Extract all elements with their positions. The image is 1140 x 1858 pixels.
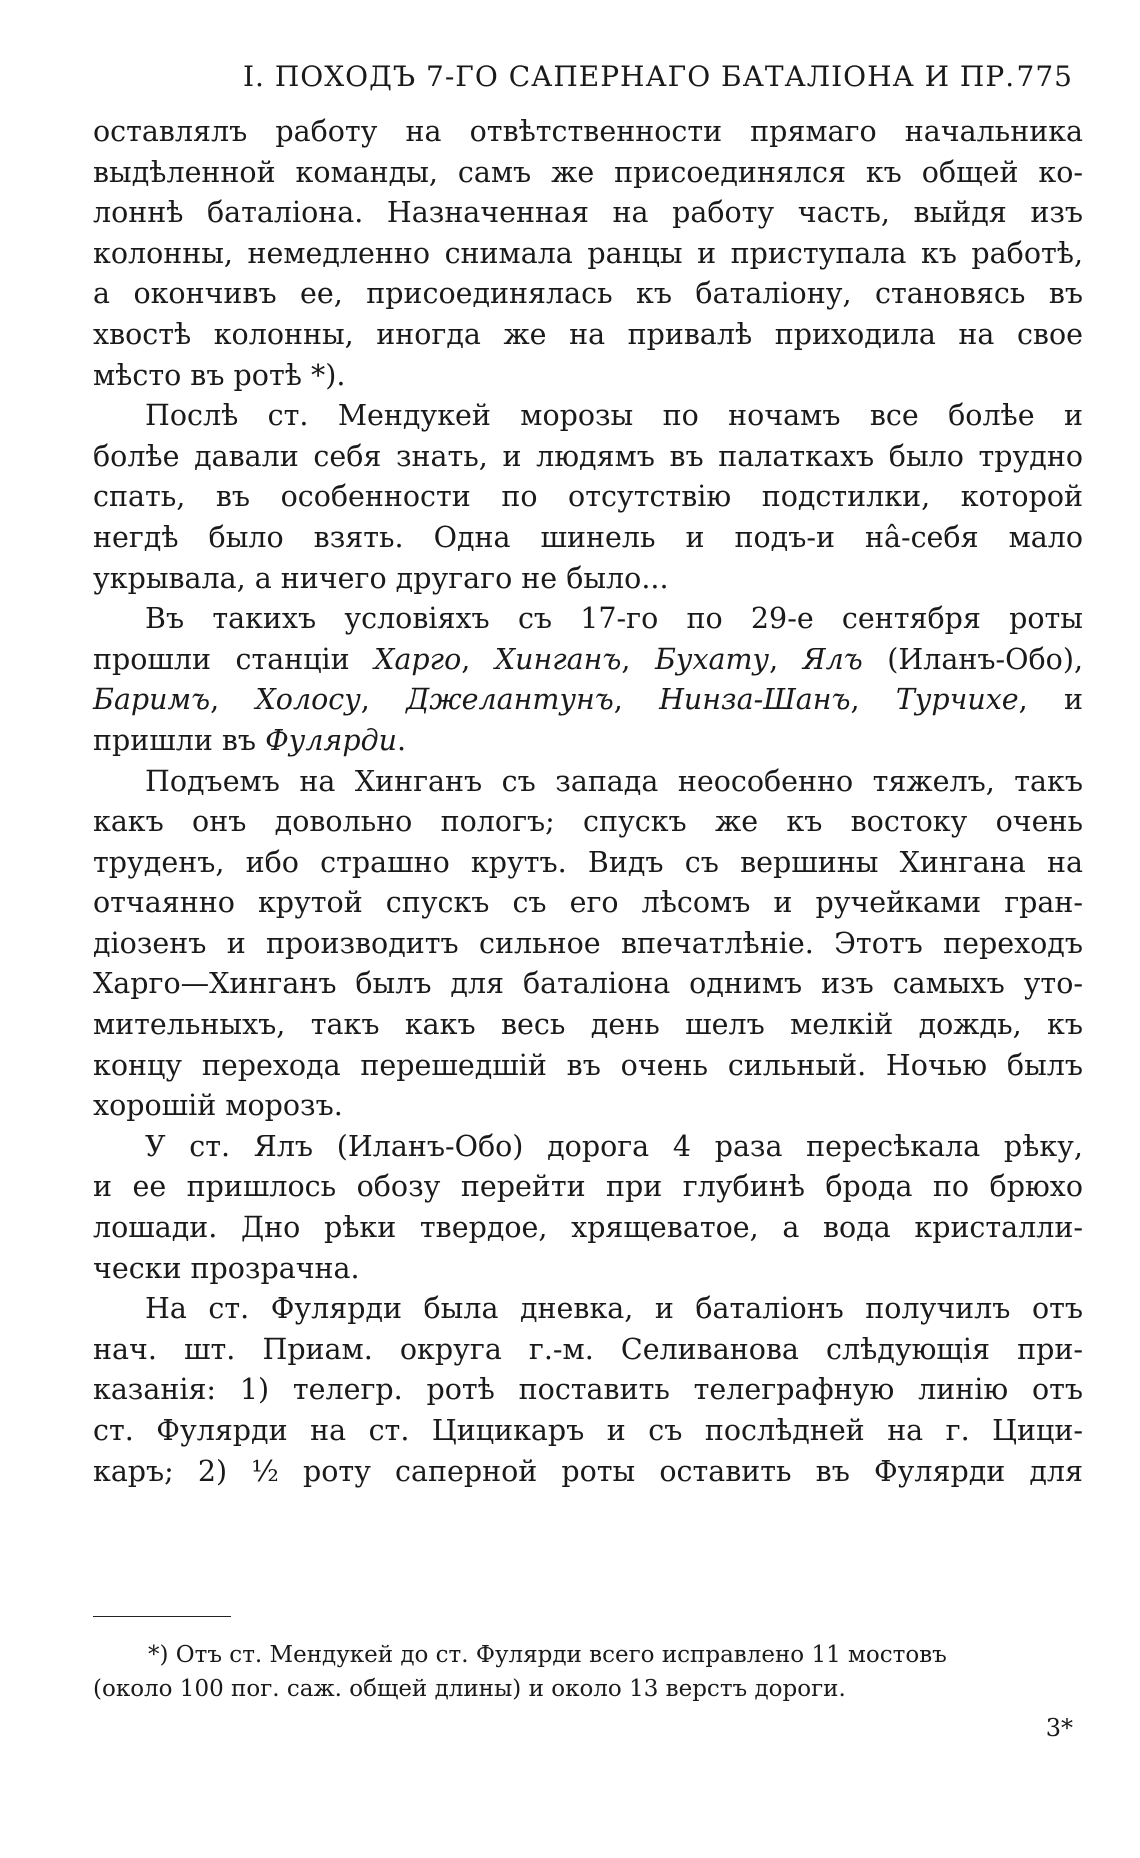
text-line: мѣсто въ ротѣ *). [93,358,346,392]
text-line: нач. шт. Приам. округа г.-м. Селиванова слѣдующія при- [93,1332,1083,1366]
text-line: негдѣ было взять. Одна шинель и подъ-и на̂-себя мало [93,520,1083,554]
station-name: Турчихе [895,683,1019,717]
text-line: а окончивъ ее, присоединялась къ баталіону, становясь въ [93,277,1083,311]
paragraph-6 [93,1289,1083,1492]
text-line: труденъ, ибо страшно крутъ. Видъ съ вершины Хингана на [93,845,1083,879]
text-line: колонны, немедленно снимала ранцы и приступала къ работѣ, [93,236,1083,270]
text-line: выдѣленной команды, самъ же присоединялся къ общей ко- [93,155,1083,189]
text-line: чески прозрачна. [93,1251,360,1285]
footnote-divider [93,1616,231,1617]
footnote-line: *) Отъ ст. Мендукей до ст. Фулярди всего исправлено 11 мостовъ [148,1642,947,1668]
text-line: концу перехода перешедшій въ очень сильный. Ночью былъ [93,1048,1083,1082]
text-line: хорошій морозъ. [93,1089,343,1123]
station-name: Фулярди [265,723,398,757]
station-name: Нинза-Шанъ [659,683,851,717]
station-name: Ялъ [802,642,863,676]
text-line: спать, въ особенности по отсутствію подстилки, которой [93,480,1083,514]
text-line: отчаянно крутой спускъ съ его лѣсомъ и ручейками гран- [93,886,1083,920]
text-line: мительныхъ, такъ какъ весь день шелъ мелкій дождь, къ [93,1008,1083,1042]
paragraph-4 [93,762,1083,1127]
text-line: каръ; 2) ½ роту саперной роты оставить въ Фулярди для [93,1454,1083,1488]
text-line: діозенъ и производитъ сильное впечатлѣніе. Этотъ переходъ [93,926,1083,960]
station-name: Джелантунъ [406,683,614,717]
text-line-stations-2: Баримъ, Холосу, Джелантунъ, Нинза-Шанъ, Турчихе, и [93,683,1083,717]
text-line: Подъемъ на Хинганъ съ запада неособенно тяжелъ, такъ [145,764,1083,798]
text-line: Въ такихъ условіяхъ съ 17-го по 29-е сентября роты [145,602,1083,636]
text-line: хвостѣ колонны, иногда же на привалѣ приходила на свое [93,317,1083,351]
text-line: У ст. Ялъ (Иланъ-Обо) дорога 4 раза пересѣкала рѣку, [145,1129,1083,1163]
paragraph-2 [93,396,1083,599]
text-line: болѣе давали себя знать, и людямъ въ палаткахъ было трудно [93,439,1083,473]
page-number: 775 [1016,60,1073,93]
text-line-stations-1: прошли станціи Харго, Хинганъ, Бухату, Ялъ (Иланъ-Обо), [93,642,1083,676]
paragraph-1 [93,112,1083,396]
station-name: Хинганъ [494,642,622,676]
paragraph-3 [93,599,1083,761]
text-line: оставлялъ работу на отвѣтственности прямаго начальника [93,115,1083,148]
footnote [93,1638,1083,1706]
text-line: Послѣ ст. Мендукей морозы по ночамъ все болѣе и [145,399,1083,433]
text-line: лоннѣ баталіона. Назначенная на работу часть, выйдя изъ [93,196,1083,230]
station-name: Харго [374,642,462,676]
text-line: ст. Фулярди на ст. Цицикаръ и съ послѣдней на г. Цици- [93,1414,1083,1447]
station-name: Баримъ [93,683,211,717]
station-name: Бухату [654,642,770,676]
text-line: лошади. Дно рѣки твердое, хрящеватое, а вода кристалли- [93,1211,1083,1245]
text-line: укрывала, а ничего другаго не было... [93,561,669,595]
text-line: На ст. Фулярди была дневка, и баталіонъ получилъ отъ [145,1292,1083,1326]
text-line: казанія: 1) телегр. ротѣ поставить телеграфную линію отъ [93,1373,1083,1407]
text-line: и ее пришлось обозу перейти при глубинѣ брода по брюхо [93,1170,1083,1204]
book-page [93,60,1083,1742]
text-line: Харго—Хинганъ былъ для баталіона однимъ изъ самыхъ уто- [93,967,1083,1001]
station-name: Холосу [255,683,361,717]
footnote-line: (около 100 пог. саж. общей длины) и около 13 верстъ дороги. [93,1676,846,1702]
running-header [93,60,1083,112]
chapter-title: I. ПОХОДЪ 7-ГО САПЕРНАГО БАТАЛІОНА И ПР. [243,60,1016,93]
printer-signature-mark: 3* [1045,1714,1073,1742]
text-line: какъ онъ довольно пологъ; спускъ же къ востоку очень [93,805,1083,839]
paragraph-5 [93,1127,1083,1289]
text-line-stations-3: пришли въ Фулярди. [93,723,407,757]
